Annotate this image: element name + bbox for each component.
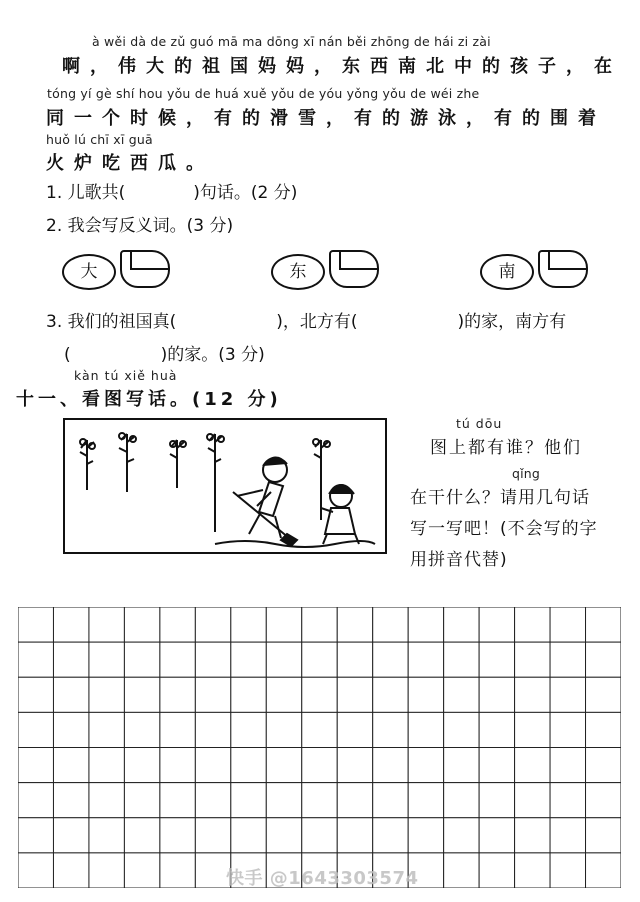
antonym-pair-1 (62, 250, 182, 294)
grid-cell[interactable] (479, 748, 514, 783)
grid-cell[interactable] (18, 783, 53, 818)
grid-cell[interactable] (586, 783, 621, 818)
grid-cell[interactable] (160, 607, 195, 642)
grid-cell[interactable] (266, 712, 301, 747)
grid-cell[interactable] (373, 642, 408, 677)
tree-planting-illustration-icon (63, 418, 387, 554)
grid-cell[interactable] (53, 642, 88, 677)
grid-cell[interactable] (479, 677, 514, 712)
antonym-answer-box[interactable] (329, 250, 379, 288)
grid-cell[interactable] (586, 642, 621, 677)
sapling-icon (119, 433, 136, 492)
grid-cell[interactable] (373, 783, 408, 818)
grid-cell[interactable] (337, 712, 372, 747)
grid-cell[interactable] (53, 783, 88, 818)
question-3 (46, 307, 566, 332)
grid-cell[interactable] (515, 818, 550, 853)
section-pinyin: kàn tú xiě huà (74, 368, 178, 383)
prompt-pinyin-qing: qǐng (512, 466, 541, 481)
grid-cell[interactable] (550, 818, 585, 853)
grid-cell[interactable] (337, 642, 372, 677)
grid-cell[interactable] (53, 712, 88, 747)
grid-cell[interactable] (302, 677, 337, 712)
q3-line2-suffix: )的家。(3 分) (160, 345, 265, 365)
grid-cell[interactable] (231, 642, 266, 677)
grid-cell[interactable] (373, 748, 408, 783)
grid-cell[interactable] (195, 818, 230, 853)
grid-cell[interactable] (337, 748, 372, 783)
grid-cell[interactable] (373, 607, 408, 642)
grid-cell[interactable] (231, 677, 266, 712)
grid-cell[interactable] (18, 853, 53, 888)
grid-cell[interactable] (515, 748, 550, 783)
grid-cell[interactable] (89, 783, 124, 818)
sapling-icon (207, 434, 224, 532)
q1-prefix: 1. 儿歌共( (46, 183, 126, 203)
grid-cell[interactable] (337, 818, 372, 853)
grid-cell[interactable] (53, 853, 88, 888)
grid-cell[interactable] (302, 818, 337, 853)
grid-cell[interactable] (302, 748, 337, 783)
boy-figure-icon (233, 457, 297, 546)
grid-cell[interactable] (444, 783, 479, 818)
grid-cell[interactable] (550, 607, 585, 642)
q3-mid1: )，北方有( (276, 312, 358, 332)
grid-cell[interactable] (266, 783, 301, 818)
antonym-word: 大 (62, 254, 116, 290)
grid-cell[interactable] (124, 818, 159, 853)
grid-cell[interactable] (515, 677, 550, 712)
grid-cell[interactable] (18, 642, 53, 677)
grid-cell[interactable] (53, 748, 88, 783)
grid-cell[interactable] (444, 677, 479, 712)
antonym-pair-3 (480, 250, 600, 294)
grid-cell[interactable] (586, 818, 621, 853)
grid-cell[interactable] (160, 642, 195, 677)
poem-line2-pinyin: tóng yí gè shí hou yǒu de huá xuě yǒu de yóu yǒng yǒu de wéi zhe (47, 86, 480, 101)
grid-cell[interactable] (479, 818, 514, 853)
grid-cell[interactable] (266, 748, 301, 783)
poem-line3-pinyin: huǒ lú chī xī guā (46, 132, 153, 147)
grid-cell[interactable] (89, 712, 124, 747)
grid-cell[interactable] (302, 783, 337, 818)
grid-cell[interactable] (373, 712, 408, 747)
antonym-word: 东 (271, 254, 325, 290)
prompt-pinyin-tudou: tú dōu (456, 416, 503, 431)
grid-cell[interactable] (124, 853, 159, 888)
grid-cell[interactable] (53, 677, 88, 712)
grid-cell[interactable] (515, 642, 550, 677)
grid-cell[interactable] (160, 818, 195, 853)
grid-cell[interactable] (124, 607, 159, 642)
poem-line3: 火炉吃西瓜。 (46, 153, 214, 174)
antonym-answer-box[interactable] (538, 250, 588, 288)
grid-cell[interactable] (408, 783, 443, 818)
girl-figure-icon (321, 485, 359, 544)
grid-cell[interactable] (515, 783, 550, 818)
poem-line2: 同一个时候，有的滑雪，有的游泳，有的围着 (46, 108, 606, 129)
grid-cell[interactable] (408, 712, 443, 747)
grid-cell[interactable] (337, 783, 372, 818)
grid-cell[interactable] (160, 677, 195, 712)
grid-cell[interactable] (586, 607, 621, 642)
grid-cell[interactable] (586, 712, 621, 747)
question-2: 2. 我会写反义词。(3 分) (46, 216, 234, 236)
grid-cell[interactable] (18, 818, 53, 853)
grid-cell[interactable] (444, 748, 479, 783)
grid-cell[interactable] (550, 712, 585, 747)
grid-cell[interactable] (124, 783, 159, 818)
grid-cell[interactable] (231, 818, 266, 853)
grid-cell[interactable] (444, 853, 479, 888)
grid-cell[interactable] (373, 818, 408, 853)
grid-cell[interactable] (337, 607, 372, 642)
grid-cell[interactable] (160, 748, 195, 783)
grid-cell[interactable] (515, 853, 550, 888)
grid-cell[interactable] (160, 783, 195, 818)
grid-cell[interactable] (479, 712, 514, 747)
grid-cell[interactable] (479, 783, 514, 818)
grid-cell[interactable] (18, 677, 53, 712)
prompt-line2: 在干什么？请用几句话 (410, 488, 590, 508)
grid-cell[interactable] (160, 853, 195, 888)
question-1 (46, 178, 297, 203)
grid-cell[interactable] (124, 712, 159, 747)
q1-suffix: )句话。(2 分) (193, 183, 298, 203)
grid-cell[interactable] (408, 818, 443, 853)
grid-cell[interactable] (266, 607, 301, 642)
antonym-pair-2 (271, 250, 391, 294)
grid-cell[interactable] (160, 712, 195, 747)
writing-grid[interactable] (18, 607, 621, 888)
antonym-word: 南 (480, 254, 534, 290)
grid-cell[interactable] (231, 607, 266, 642)
prompt-line3: 写一写吧！(不会写的字 (410, 519, 598, 539)
section-title: 十一、看图写话。(12 分) (16, 389, 282, 410)
grid-cell[interactable] (89, 607, 124, 642)
grid-cell[interactable] (444, 642, 479, 677)
grid-cell[interactable] (479, 607, 514, 642)
grid-cell[interactable] (444, 818, 479, 853)
prompt-line1: 图上都有谁？他们 (430, 438, 582, 458)
grid-cell[interactable] (337, 677, 372, 712)
grid-cell[interactable] (266, 818, 301, 853)
grid-cell[interactable] (89, 818, 124, 853)
grid-cell[interactable] (408, 677, 443, 712)
grid-cell[interactable] (515, 607, 550, 642)
grid-cell[interactable] (18, 607, 53, 642)
grid-cell[interactable] (195, 712, 230, 747)
grid-cell[interactable] (586, 677, 621, 712)
grid-cell[interactable] (89, 853, 124, 888)
q3-mid2: )的家，南方有 (457, 312, 567, 332)
poem-line1: 啊，伟大的祖国妈妈，东西南北中的孩子，在 (62, 56, 622, 77)
grid-cell[interactable] (586, 748, 621, 783)
grid-cell[interactable] (550, 853, 585, 888)
q3-prefix: 3. 我们的祖国真( (46, 312, 177, 332)
grid-cell[interactable] (586, 853, 621, 888)
grid-cell[interactable] (124, 642, 159, 677)
grid-cell[interactable] (550, 748, 585, 783)
grid-cell[interactable] (195, 607, 230, 642)
grid-cell[interactable] (89, 677, 124, 712)
question-3-line2 (64, 340, 265, 365)
grid-cell[interactable] (550, 642, 585, 677)
grid-cell[interactable] (231, 712, 266, 747)
grid-cell[interactable] (195, 783, 230, 818)
grid-cell[interactable] (18, 712, 53, 747)
grid-cell[interactable] (89, 748, 124, 783)
sapling-icon (80, 439, 95, 490)
grid-cell[interactable] (231, 748, 266, 783)
grid-cell[interactable] (53, 818, 88, 853)
grid-cell[interactable] (53, 607, 88, 642)
poem-line1-pinyin: à wěi dà de zǔ guó mā ma dōng xī nán běi zhōng de hái zi zài (92, 34, 491, 49)
grid-cell[interactable] (89, 642, 124, 677)
grid-cell[interactable] (444, 712, 479, 747)
grid-cell[interactable] (550, 677, 585, 712)
grid-cell[interactable] (18, 748, 53, 783)
grid-cell[interactable] (302, 607, 337, 642)
grid-cell[interactable] (408, 642, 443, 677)
grid-cell[interactable] (479, 853, 514, 888)
grid-cell[interactable] (231, 783, 266, 818)
grid-cell[interactable] (195, 642, 230, 677)
watermark: 快手 @1643303574 (226, 868, 419, 889)
grid-cell[interactable] (266, 642, 301, 677)
grid-cell[interactable] (515, 712, 550, 747)
grid-cell[interactable] (408, 748, 443, 783)
grid-cell[interactable] (195, 677, 230, 712)
q3-line2-prefix: ( (64, 345, 71, 365)
grid-cell[interactable] (408, 607, 443, 642)
grid-cell[interactable] (444, 607, 479, 642)
prompt-line4: 用拼音代替) (410, 550, 508, 570)
antonym-answer-box[interactable] (120, 250, 170, 288)
grid-cell[interactable] (373, 677, 408, 712)
grid-cell[interactable] (266, 677, 301, 712)
grid-cell[interactable] (195, 748, 230, 783)
grid-cell[interactable] (302, 642, 337, 677)
grid-cell[interactable] (479, 642, 514, 677)
sapling-icon (170, 440, 186, 488)
grid-cell[interactable] (550, 783, 585, 818)
grid-cell[interactable] (124, 677, 159, 712)
grid-cell[interactable] (302, 712, 337, 747)
grid-cell[interactable] (124, 748, 159, 783)
